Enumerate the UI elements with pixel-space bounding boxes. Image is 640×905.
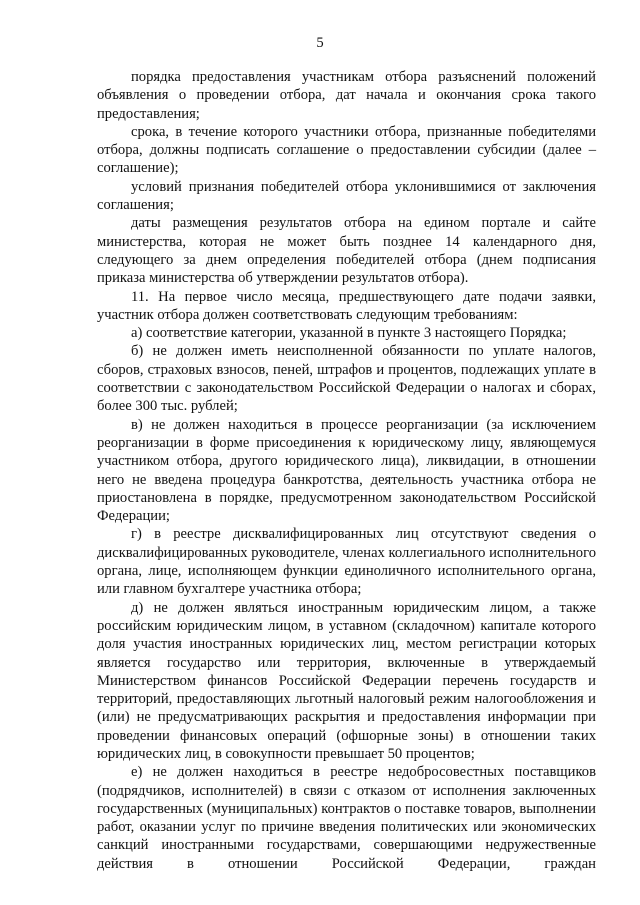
paragraph-results-date: даты размещения результатов отбора на едином портале и сайте министерства, которая не может быть позднее 14 календарного дня, следующего за днем определения победителей отбора (днем подписания приказа министерства об утверждении результатов отбора).: [97, 215, 596, 287]
page-number: 5: [316, 35, 324, 51]
paragraph-item-b: б) не должен иметь неисполненной обязанности по уплате налогов, сборов, страховых взносов, пеней, штрафов и процентов, подлежащих уплате в соответствии с законодательством Российской Федерации о налогах и сборах, более 300 тыс. рублей;: [97, 343, 596, 415]
paragraph-item-v: в) не должен находиться в процессе реорганизации (за исключением реорганизации в форме присоединения к юридическому лицу, являющемуся участником отбора, другого юридического лица), ликвидации, в отношении него не введена процедура банкротства, деятельность участника отбора не приостановлена в порядке, предусмотренном законодательством Российской Федерации;: [97, 416, 596, 525]
paragraph-item-a: а) соответствие категории, указанной в пункте 3 настоящего Порядка;: [131, 325, 567, 342]
paragraph-agreement-term: срока, в течение которого участники отбора, признанные победителями отбора, должны подписать соглашение о предоставлении субсидии (далее – соглашение);: [97, 123, 596, 177]
paragraph-item-g: г) в реестре дисквалифицированных лиц отсутствуют сведения о дисквалифицированных руководителе, членах коллегиального исполнительного органа, лице, исполняющем функции единоличного исполнительного органа, или главном бухгалтере участника отбора;: [97, 526, 596, 598]
paragraph-evasion-conditions: условий признания победителей отбора уклонившимися от заключения соглашения;: [97, 178, 596, 214]
paragraph-clarifications: порядка предоставления участникам отбора разъяснений положений объявления о проведении отбора, дат начала и окончания срока такого предоставления;: [97, 69, 596, 122]
paragraph-item-e: е) не должен находиться в реестре недобросовестных поставщиков (подрядчиков, исполнителей) в связи с отказом от исполнения заключенных государственных (муниципальных) контрактов о поставке товаров, выполнении работ, оказании услуг по причине введения политических или экономических санкций иностранными государствами, совершающими недружественные действия в отношении Российской Федерации, граждан: [97, 764, 596, 872]
paragraph-item-11: 11. На первое число месяца, предшествующего дате подачи заявки, участник отбора должен соответствовать следующим требованиям:: [97, 288, 596, 323]
paragraph-item-d: д) не должен являться иностранным юридическим лицом, а также российским юридическим лицом, в уставном (складочном) капитале которого доля участия иностранных юридических лиц, местом регистрации которых является государство или территория, включенные в утверждаемый Министерством финансов Российской Федерации перечень государств и территорий, предоставляющих льготный налоговый режим налогообложения и (или) не предусматривающих раскрытия и предоставления информации при проведении финансовых операций (офшорные зоны) в отношении таких юридических лиц, в совокупности превышает 50 процентов;: [97, 599, 596, 762]
document-body: [97, 68, 596, 873]
